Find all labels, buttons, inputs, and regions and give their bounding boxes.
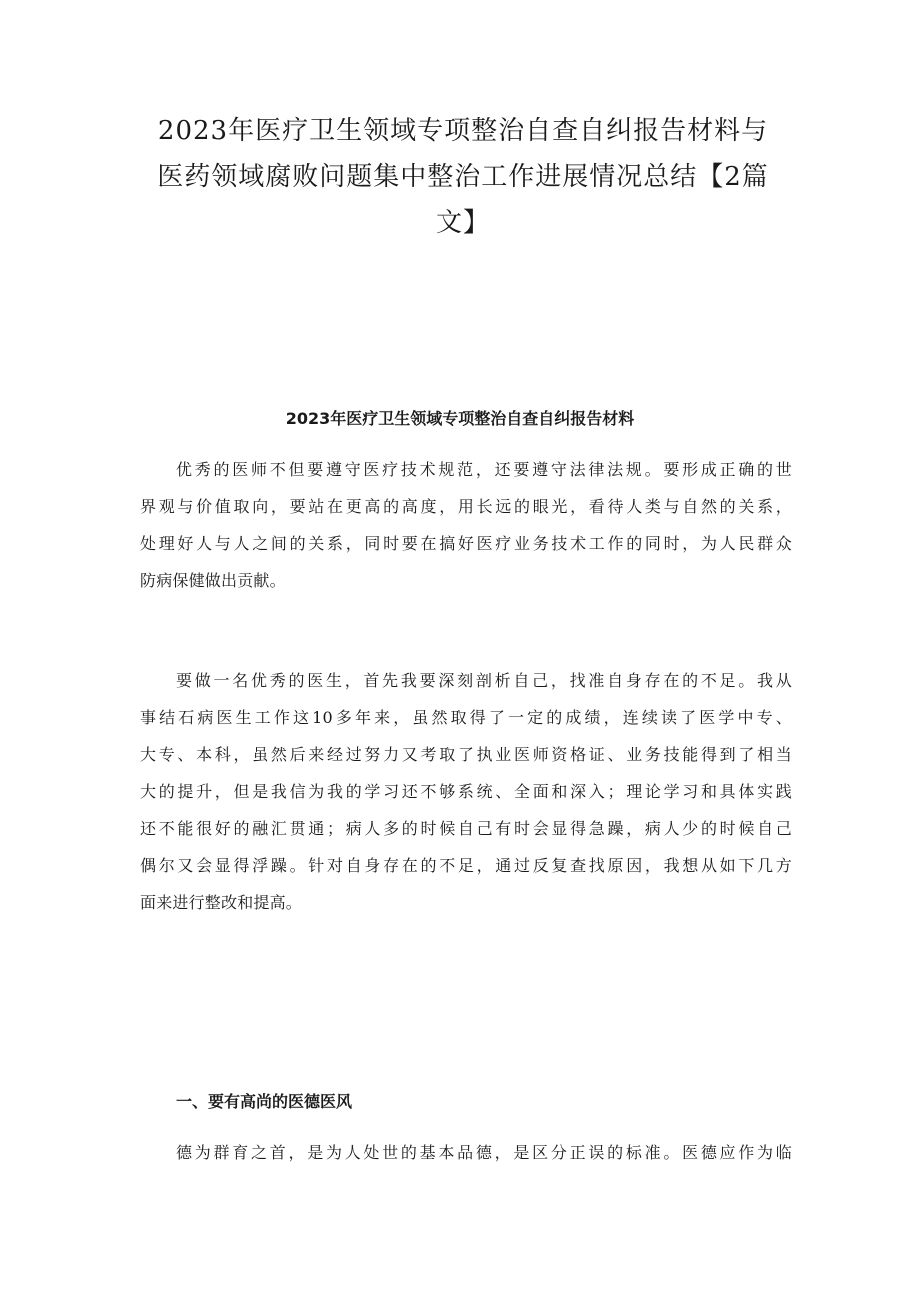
paragraph-line: 优秀的医师不但要遵守医疗技术规范，还要遵守法律法规。要形成正确的世 [176, 460, 792, 479]
paragraph-line: 还不能很好的融汇贯通；病人多的时候自己有时会显得急躁，病人少的时候自己 [140, 819, 792, 838]
document-title [138, 108, 788, 246]
paragraph-medical-ethics [140, 1134, 792, 1171]
paragraph-line: 防病保健做出贡献。 [140, 571, 286, 590]
paragraph-line: 德为群育之首，是为人处世的基本品德，是区分正误的标准。医德应作为临 [176, 1143, 792, 1162]
title-line: 2023年医疗卫生领域专项整治自查自纠报告材料与 [157, 116, 769, 146]
paragraph-line: 大的提升，但是我信为我的学习还不够系统、全面和深入；理论学习和具体实践 [140, 782, 792, 801]
paragraph-line: 面来进行整改和提高。 [140, 893, 303, 912]
paragraph-intro [140, 451, 792, 599]
title-line: 医药领域腐败问题集中整治工作进展情况总结【2篇 [157, 162, 769, 192]
paragraph-line: 界观与价值取向，要站在更高的高度，用长远的眼光，看待人类与自然的关系， [140, 497, 792, 516]
section-heading: 一、要有高尚的医德医风 [176, 1092, 353, 1111]
paragraph-line: 偶尔又会显得浮躁。针对自身存在的不足，通过反复查找原因，我想从如下几方 [140, 856, 792, 875]
paragraph-self-analysis [140, 662, 792, 921]
article-subtitle: 2023年医疗卫生领域专项整治自查自纠报告材料 [285, 409, 635, 428]
paragraph-line: 处理好人与人之间的关系，同时要在搞好医疗业务技术工作的同时，为人民群众 [140, 534, 792, 553]
paragraph-line: 要做一名优秀的医生，首先我要深刻剖析自己，找准自身存在的不足。我从 [176, 671, 792, 690]
paragraph-line: 事结石病医生工作这10多年来，虽然取得了一定的成绩，连续读了医学中专、 [140, 708, 792, 727]
paragraph-line: 大专、本科，虽然后来经过努力又考取了执业医师资格证、业务技能得到了相当 [140, 745, 792, 764]
title-line: 文】 [435, 208, 490, 238]
